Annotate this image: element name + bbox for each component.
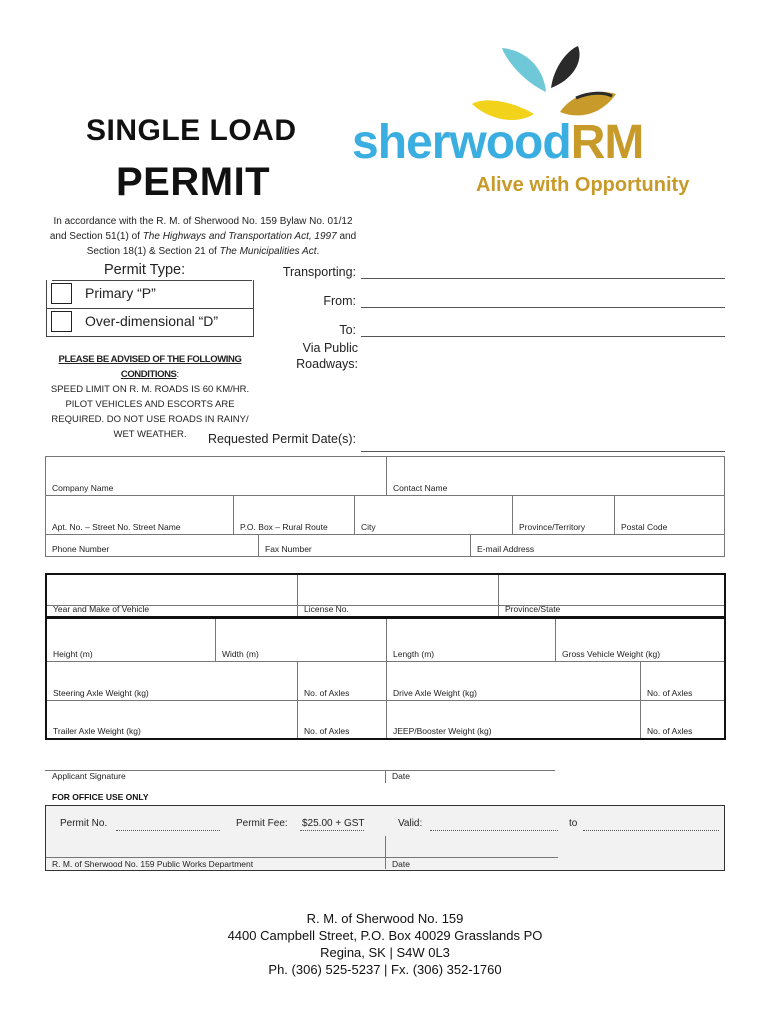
intro-line-2: [44, 229, 362, 244]
postal-code-field[interactable]: [615, 496, 724, 535]
steering-axles-count-field[interactable]: [298, 662, 387, 701]
applicant-section: [45, 456, 725, 557]
permit-fee-value: $25.00 + GST: [302, 818, 365, 829]
jeep-axles-count-field[interactable]: [641, 701, 724, 738]
city-field[interactable]: [355, 496, 513, 535]
valid-from-input[interactable]: [430, 830, 558, 831]
street-label: Apt. No. – Street No. Street Name: [52, 522, 181, 532]
permit-type-options: [46, 280, 254, 337]
overdimensional-label: Over-dimensional “D”: [85, 313, 219, 329]
footer-line-1: R. M. of Sherwood No. 159: [306, 911, 464, 926]
office-date-label: Date: [392, 859, 410, 869]
valid-to-input[interactable]: [583, 830, 719, 831]
applicant-signature-field[interactable]: [45, 745, 385, 770]
contact-name-label: Contact Name: [393, 483, 448, 493]
email-label: E-mail Address: [477, 544, 535, 554]
office-sign-rule: [46, 857, 558, 858]
permit-type-label: Permit Type:: [104, 262, 186, 278]
applicant-signature-label: Applicant Signature: [52, 771, 126, 781]
length-label: Length (m): [393, 649, 435, 659]
fax-label: Fax Number: [265, 544, 312, 554]
steering-axles-count-label: No. of Axles: [304, 688, 350, 698]
logo-wordmark: [352, 116, 643, 170]
to-label: To:: [339, 323, 356, 337]
postal-code-label: Postal Code: [621, 522, 668, 532]
advisory-heading-text: PLEASE BE ADVISED OF THE FOLLOWING CONDITIONS: [58, 354, 242, 380]
steering-axle-label: Steering Axle Weight (kg): [53, 688, 149, 698]
requested-dates-label: Requested Permit Date(s):: [208, 432, 356, 446]
requested-dates-input[interactable]: [361, 451, 725, 452]
drive-axle-label: Drive Axle Weight (kg): [393, 688, 477, 698]
jeep-booster-label: JEEP/Booster Weight (kg): [393, 726, 492, 736]
footer-line-2: 4400 Campbell Street, P.O. Box 40029 Grasslands PO: [227, 928, 543, 943]
pobox-label: P.O. Box – Rural Route: [240, 522, 328, 532]
vehicle-row-divider: [47, 605, 724, 606]
steering-axle-field[interactable]: [47, 662, 298, 701]
gvw-label: Gross Vehicle Weight (kg): [562, 649, 661, 659]
intro-line-2c: and: [336, 231, 357, 242]
primary-checkbox[interactable]: [51, 283, 72, 304]
intro-line-2a: and Section 51(1) of: [49, 231, 143, 242]
advisory-line-2: PILOT VEHICLES AND ESCORTS ARE: [65, 399, 235, 410]
jeep-axles-count-label: No. of Axles: [647, 726, 693, 736]
title-line-2: PERMIT: [116, 160, 271, 204]
license-label: License No.: [304, 604, 349, 614]
intro-line-3b: The Municipalities Act: [219, 246, 317, 257]
footer-address: [0, 910, 770, 978]
jeep-booster-field[interactable]: [387, 701, 641, 738]
intro-line-2b: The Highways and Transportation Act, 1997: [142, 231, 337, 242]
via-label-line-2: Roadways:: [296, 357, 358, 371]
width-field[interactable]: [216, 619, 387, 662]
from-input[interactable]: [361, 307, 725, 308]
intro-line-3: [44, 244, 362, 259]
email-field[interactable]: [471, 535, 724, 556]
street-field[interactable]: [46, 496, 234, 535]
valid-label: Valid:: [398, 818, 423, 829]
signature-date-label: Date: [392, 771, 410, 781]
sherwood-rm-logo: [346, 42, 736, 212]
year-make-field[interactable]: [47, 575, 298, 616]
intro-line-3c: .: [316, 246, 320, 257]
drive-axles-count-field[interactable]: [641, 662, 724, 701]
valid-to-label: to: [569, 818, 578, 829]
trailer-axles-count-label: No. of Axles: [304, 726, 350, 736]
permit-fee-rule: [300, 830, 364, 831]
logo-tagline: Alive with Opportunity: [476, 174, 690, 196]
city-label: City: [361, 522, 376, 532]
province-field[interactable]: [513, 496, 615, 535]
permit-no-input[interactable]: [116, 830, 220, 831]
advisory-line-3: REQUIRED. DO NOT USE ROADS IN RAINY/: [51, 414, 249, 425]
primary-label: Primary “P”: [85, 285, 156, 301]
dimensions-section: [45, 617, 726, 740]
license-field[interactable]: [298, 575, 499, 616]
phone-field[interactable]: [46, 535, 259, 556]
height-field[interactable]: [47, 619, 216, 662]
gvw-field[interactable]: [556, 619, 724, 662]
intro-line-1: In accordance with the R. M. of Sherwood No. 159 Bylaw No. 01/12: [53, 216, 353, 227]
length-field[interactable]: [387, 619, 556, 662]
logo-word-rm: RM: [570, 116, 644, 169]
office-divider: [385, 836, 386, 869]
trailer-axles-count-field[interactable]: [298, 701, 387, 738]
transporting-label: Transporting:: [282, 265, 356, 279]
province-state-label: Province/State: [505, 604, 561, 614]
fax-field[interactable]: [259, 535, 471, 556]
trailer-axle-label: Trailer Axle Weight (kg): [53, 726, 141, 736]
year-make-label: Year and Make of Vehicle: [53, 604, 150, 614]
drive-axle-field[interactable]: [387, 662, 641, 701]
intro-line-3a: Section 18(1) & Section 21 of: [86, 246, 220, 257]
company-name-label: Company Name: [52, 483, 114, 493]
advisory-line-1: SPEED LIMIT ON R. M. ROADS IS 60 KM/HR.: [50, 384, 250, 395]
advisory-line-4: WET WEATHER.: [113, 429, 187, 440]
intro-text: [44, 214, 362, 259]
province-label: Province/Territory: [519, 522, 586, 532]
trailer-axle-field[interactable]: [47, 701, 298, 738]
permit-no-label: Permit No.: [60, 818, 108, 829]
overdimensional-checkbox[interactable]: [51, 311, 72, 332]
contact-name-field[interactable]: [387, 457, 724, 496]
pobox-field[interactable]: [234, 496, 355, 535]
company-name-field[interactable]: [46, 457, 387, 496]
via-label-line-1: Via Public: [302, 341, 358, 355]
title-line-1: SINGLE LOAD: [86, 114, 297, 147]
option-overdimensional-row[interactable]: [47, 308, 253, 336]
permit-fee-label: Permit Fee:: [236, 818, 288, 829]
footer-line-4: Ph. (306) 525-5237 | Fx. (306) 352-1760: [268, 962, 502, 977]
height-label: Height (m): [53, 649, 93, 659]
drive-axles-count-label: No. of Axles: [647, 688, 693, 698]
via-roadways-label: [260, 340, 358, 372]
advisory-colon: :: [176, 369, 180, 380]
advisory-text: [44, 352, 256, 442]
option-primary-row[interactable]: [47, 280, 253, 309]
signature-divider: [385, 770, 386, 783]
signature-date-field[interactable]: [386, 745, 555, 770]
to-input[interactable]: [361, 336, 725, 337]
department-label: R. M. of Sherwood No. 159 Public Works Department: [52, 859, 254, 869]
footer-line-3: Regina, SK | S4W 0L3: [320, 945, 450, 960]
from-label: From:: [323, 294, 356, 308]
phone-label: Phone Number: [52, 544, 110, 554]
province-state-field[interactable]: [499, 575, 724, 616]
office-use-box: [45, 805, 725, 871]
logo-word-sherwood: sherwood: [352, 116, 571, 169]
office-use-heading: FOR OFFICE USE ONLY: [52, 792, 149, 802]
transporting-input[interactable]: [361, 278, 725, 279]
advisory-heading: [44, 352, 256, 382]
width-label: Width (m): [222, 649, 259, 659]
vehicle-section: [45, 573, 726, 618]
